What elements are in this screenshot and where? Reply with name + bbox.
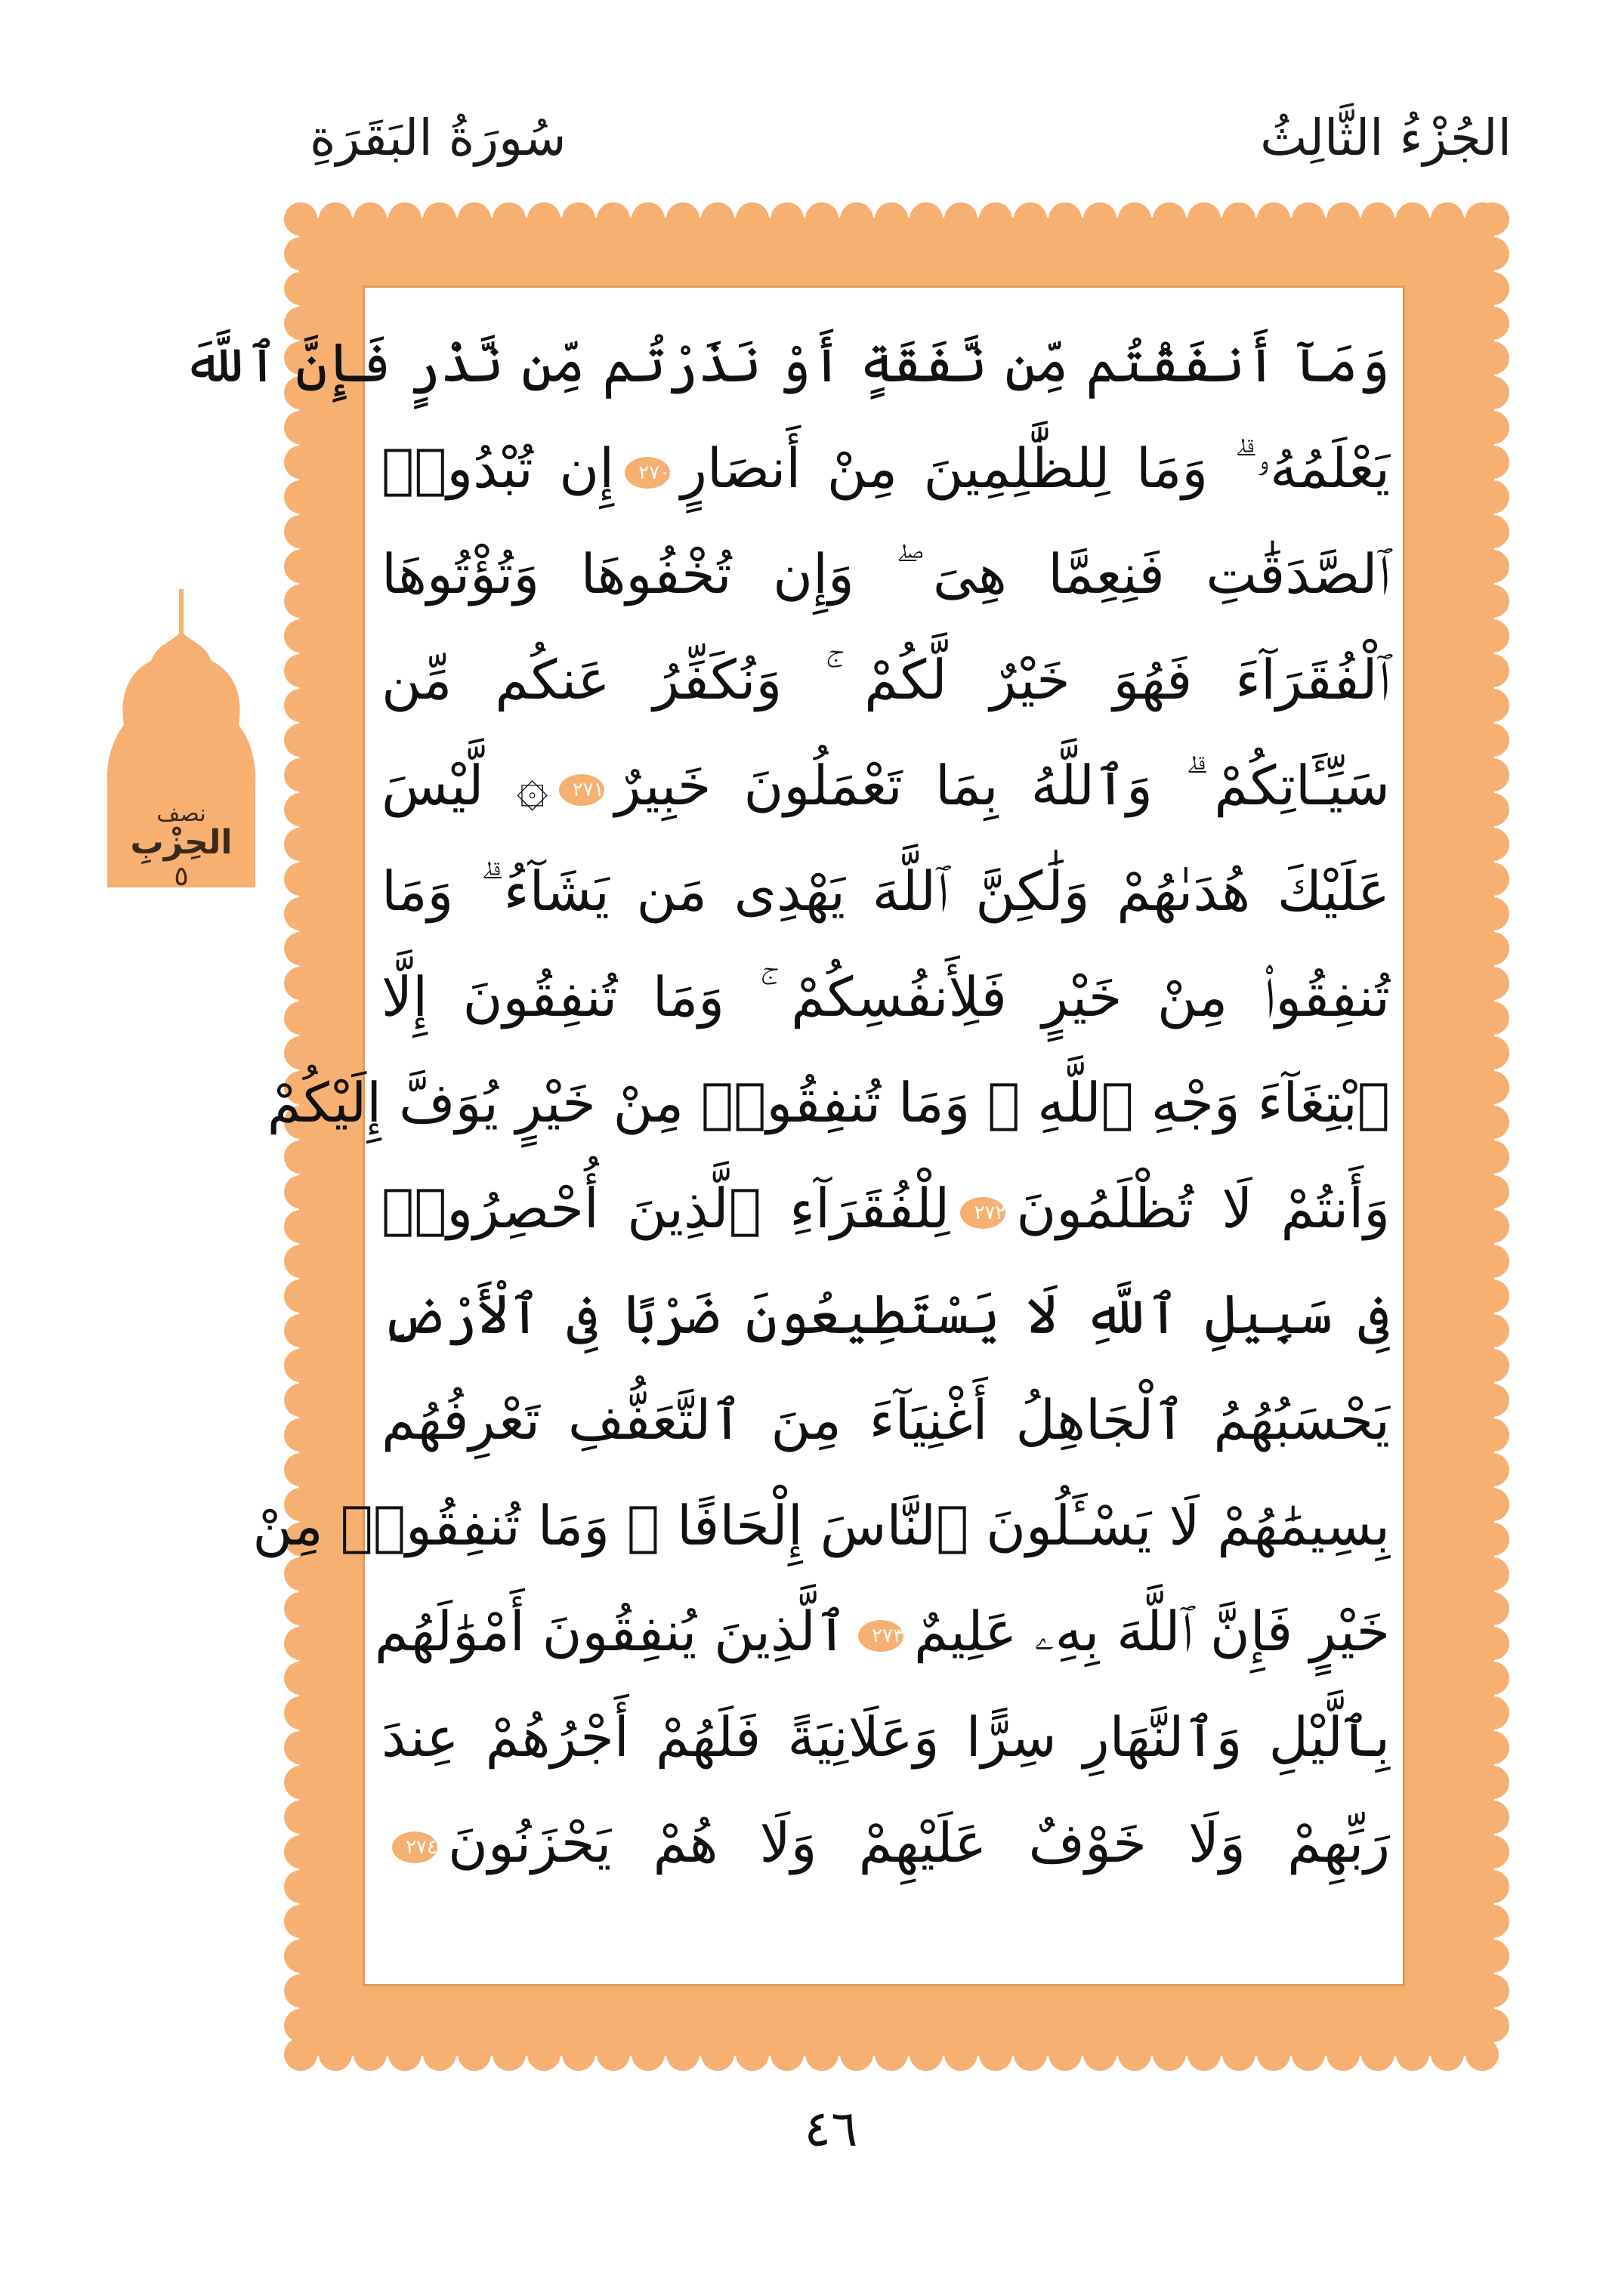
frame-scallop <box>1014 202 1047 236</box>
verse-text: وَمَآ أَنفَقْتُم مِّن نَّفَقَةٍ أَوْ نَذَرْتُم مِّن نَّذْرٍ فَإِنَّ ٱللَّهَ <box>182 331 1390 394</box>
verse-line <box>381 419 1390 517</box>
frame-scallop <box>423 2038 456 2071</box>
frame-scallop <box>944 202 977 236</box>
frame-scallop <box>527 202 561 236</box>
frame-scallop <box>284 1905 317 1938</box>
frame-scallop <box>284 1592 317 1625</box>
frame-scallop <box>319 2038 352 2071</box>
frame-scallop <box>666 202 700 236</box>
frame-scallop <box>284 1384 317 1417</box>
frame-scallop <box>840 202 873 236</box>
frame-scallop <box>284 863 317 896</box>
frame-scallop <box>1476 585 1509 618</box>
frame-scallop <box>284 1210 317 1243</box>
frame-scallop <box>1476 237 1509 270</box>
frame-scallop <box>284 1175 317 1208</box>
frame-scallop <box>1476 376 1509 409</box>
frame-scallop <box>284 1001 317 1035</box>
frame-scallop <box>1188 2038 1221 2071</box>
frame-scallop <box>1476 411 1509 444</box>
verse-line <box>381 1265 1390 1363</box>
frame-scallop <box>1476 1036 1509 1069</box>
frame-scallop <box>284 2009 317 2042</box>
frame-scallop <box>910 202 943 236</box>
frame-scallop <box>284 2038 317 2071</box>
frame-scallop <box>284 1801 317 1834</box>
frame-scallop <box>1476 1731 1509 1764</box>
frame-scallop <box>1476 202 1509 236</box>
frame-scallop <box>1188 202 1221 236</box>
verse-line <box>381 525 1390 623</box>
frame-scallop <box>284 202 317 236</box>
frame-scallop <box>1476 1001 1509 1035</box>
frame-scallop <box>458 202 491 236</box>
ayah-number-marker: ٢٧٢ <box>960 1197 1005 1229</box>
frame-scallop <box>1476 654 1509 687</box>
page-number: ٤٦ <box>804 2100 858 2158</box>
frame-scallop <box>1476 1488 1509 1521</box>
frame-scallop <box>736 2038 769 2071</box>
frame-scallop <box>1257 2038 1290 2071</box>
verse-text: بِسِيمَٰهُمْ لَا يَسْـَٔلُونَ ٱلنَّاسَ إِلْحَافًا ۗ وَمَا تُنفِقُوا۟ مِنْ <box>252 1494 1390 1557</box>
ayah-number-marker: ٢٧٣ <box>858 1620 903 1652</box>
frame-scallop <box>1476 1071 1509 1104</box>
frame-scallop <box>284 1940 317 1973</box>
surah-title: سُورَةُ البَقَرَةِ <box>310 109 567 167</box>
frame-scallop <box>805 202 839 236</box>
frame-scallop <box>493 202 526 236</box>
frame-scallop <box>1476 689 1509 722</box>
frame-scallop <box>284 1418 317 1452</box>
frame-scallop <box>284 411 317 444</box>
frame-scallop <box>1476 897 1509 930</box>
verse-text: يَحْسَبُهُمُ ٱلْجَاهِلُ أَغْنِيَآءَ مِنَ ٱلتَّعَفُّفِ تَعْرِفُهُم <box>381 1388 1390 1452</box>
frame-scallop <box>1476 758 1509 792</box>
verse-line <box>381 1159 1390 1258</box>
frame-scallop <box>1476 1696 1509 1730</box>
frame-scallop <box>666 2038 700 2071</box>
frame-scallop <box>284 1662 317 1695</box>
frame-scallop <box>284 446 317 479</box>
frame-scallop <box>1476 1453 1509 1486</box>
frame-scallop <box>1014 2038 1047 2071</box>
frame-scallop <box>284 585 317 618</box>
frame-scallop <box>1476 2009 1509 2042</box>
frame-scallop <box>1257 202 1290 236</box>
frame-scallop <box>1476 1245 1509 1278</box>
verse-text: فِى سَبِيلِ ٱللَّهِ لَا يَسْتَطِيعُونَ ضَرْبًا فِى ٱلْأَرْضِ <box>381 1282 1390 1346</box>
frame-scallop <box>354 202 387 236</box>
frame-scallop <box>1476 1210 1509 1243</box>
frame-scallop <box>1083 202 1116 236</box>
frame-scallop <box>1118 2038 1151 2071</box>
frame-scallop <box>284 967 317 1000</box>
frame-scallop <box>284 758 317 792</box>
ayah-number-marker: ٢٧٠ <box>625 457 670 489</box>
frame-scallop <box>736 202 769 236</box>
ayah-number-marker: ٢٧١ <box>559 774 604 806</box>
verse-line <box>267 1054 1390 1152</box>
frame-scallop <box>284 1314 317 1347</box>
hizb-label-top: نصف <box>156 801 206 827</box>
frame-scallop <box>354 2038 387 2071</box>
frame-scallop <box>1476 1905 1509 1938</box>
verse-text: بِٱلَّيْلِ وَٱلنَّهَارِ سِرًّا وَعَلَانِيَةً فَلَهُمْ أَجْرُهُمْ عِندَ <box>381 1705 1390 1769</box>
frame-scallop <box>1476 967 1509 1000</box>
frame-scallop <box>284 724 317 757</box>
frame-scallop <box>284 1279 317 1313</box>
frame-scallop <box>944 2038 977 2071</box>
frame-scallop <box>527 2038 561 2071</box>
verse-line <box>381 1371 1390 1469</box>
frame-scallop <box>1476 1870 1509 1903</box>
frame-scallop <box>1476 1592 1509 1625</box>
frame-scallop <box>1476 1835 1509 1869</box>
verse-line <box>381 1794 1390 1892</box>
verse-line <box>252 1477 1390 1575</box>
verse-text-continued: إِن تُبْدُوا۟ <box>381 437 615 500</box>
frame-scallop <box>1476 1974 1509 2007</box>
frame-scallop <box>771 2038 804 2071</box>
verse-text: خَيْرٍ فَإِنَّ ٱللَّهَ بِهِۦ عَلِيمٌ <box>913 1600 1390 1663</box>
verse-line <box>182 313 1390 412</box>
frame-scallop <box>1431 202 1464 236</box>
frame-scallop <box>493 2038 526 2071</box>
frame-scallop <box>1361 202 1394 236</box>
verse-text-continued: ٱلَّذِينَ يُنفِقُونَ أَمْوَٰلَهُم <box>374 1600 848 1663</box>
frame-scallop <box>284 1245 317 1278</box>
frame-scallop <box>1476 1279 1509 1313</box>
frame-scallop <box>284 619 317 653</box>
frame-scallop <box>1476 619 1509 653</box>
verse-text-continued: ۞ لَّيْسَ <box>381 754 548 817</box>
frame-scallop <box>284 1835 317 1869</box>
verse-line <box>381 842 1390 940</box>
verse-text: تُنفِقُوا۟ مِنْ خَيْرٍ فَلِأَنفُسِكُمْ ۚ وَمَا تُنفِقُونَ إِلَّا <box>381 965 1390 1029</box>
frame-scallop <box>1292 2038 1325 2071</box>
frame-scallop <box>1476 1175 1509 1208</box>
frame-scallop <box>1396 202 1429 236</box>
frame-scallop <box>1476 1106 1509 1139</box>
frame-scallop <box>875 2038 908 2071</box>
frame-scallop <box>632 202 665 236</box>
frame-scallop <box>458 2038 491 2071</box>
verse-line <box>381 1688 1390 1786</box>
verse-text: ٱبْتِغَآءَ وَجْهِ ٱللَّهِ ۚ وَمَا تُنفِقُوا۟ مِنْ خَيْرٍ يُوَفَّ إِلَيْكُمْ <box>267 1071 1390 1134</box>
frame-scallop <box>423 202 456 236</box>
frame-scallop <box>1118 202 1151 236</box>
frame-scallop <box>1476 1314 1509 1347</box>
frame-scallop <box>771 202 804 236</box>
frame-scallop <box>284 1627 317 1660</box>
juz-title: الجُزْءُ الثَّالِثُ <box>1260 109 1512 167</box>
frame-scallop <box>1476 1523 1509 1556</box>
frame-scallop <box>1292 202 1325 236</box>
verse-text: رَبِّهِمْ وَلَا خَوْفٌ عَلَيْهِمْ وَلَا هُمْ يَحْزَنُونَ <box>448 1811 1390 1875</box>
frame-scallop <box>1049 2038 1082 2071</box>
frame-scallop <box>388 202 422 236</box>
frame-scallop <box>1222 2038 1255 2071</box>
verse-text: ٱلصَّدَقَٰتِ فَنِعِمَّا هِىَ ۖ وَإِن تُخْفُوهَا وَتُؤْتُوهَا <box>381 542 1390 606</box>
frame-scallop <box>1476 515 1509 548</box>
frame-scallop <box>562 202 595 236</box>
frame-scallop <box>1222 202 1255 236</box>
frame-scallop <box>1361 2038 1394 2071</box>
frame-scallop <box>1476 724 1509 757</box>
hizb-number: ٥ <box>174 861 189 892</box>
frame-scallop <box>1476 1418 1509 1452</box>
verse-text-continued: لِلْفُقَرَآءِ ٱلَّذِينَ أُحْصِرُوا۟ <box>381 1177 950 1240</box>
frame-scallop <box>319 202 352 236</box>
frame-scallop <box>284 1974 317 2007</box>
frame-scallop <box>1476 1801 1509 1834</box>
frame-scallop <box>979 2038 1012 2071</box>
frame-scallop <box>1465 2038 1499 2071</box>
verse-line <box>381 736 1390 835</box>
frame-scallop <box>701 2038 734 2071</box>
frame-scallop <box>1476 480 1509 514</box>
frame-scallop <box>1083 2038 1116 2071</box>
frame-scallop <box>1476 1557 1509 1591</box>
frame-scallop <box>1476 307 1509 340</box>
frame-scallop <box>284 828 317 861</box>
frame-scallop <box>562 2038 595 2071</box>
verse-line <box>374 1582 1390 1680</box>
verse-text: سَيِّـَٔاتِكُمْ ۗ وَٱللَّهُ بِمَا تَعْمَلُونَ خَبِيرٌ <box>614 754 1391 817</box>
frame-scallop <box>284 1731 317 1764</box>
frame-scallop <box>875 202 908 236</box>
frame-scallop <box>388 2038 422 2071</box>
verse-line <box>381 948 1390 1046</box>
frame-scallop <box>1476 1662 1509 1695</box>
frame-scallop <box>597 202 630 236</box>
verse-line <box>381 631 1390 729</box>
frame-scallop <box>1476 932 1509 965</box>
frame-scallop <box>910 2038 943 2071</box>
frame-scallop <box>979 202 1012 236</box>
verse-text: عَلَيْكَ هُدَىٰهُمْ وَلَٰكِنَّ ٱللَّهَ يَهْدِى مَن يَشَآءُ ۗ وَمَا <box>381 859 1390 923</box>
frame-scallop <box>1431 2038 1464 2071</box>
verse-text: ٱلْفُقَرَآءَ فَهُوَ خَيْرٌ لَّكُمْ ۚ وَنُكَفِّرُ عَنكُم مِّن <box>381 648 1390 711</box>
frame-scallop <box>597 2038 630 2071</box>
frame-scallop <box>840 2038 873 2071</box>
frame-scallop <box>284 1870 317 1903</box>
ayah-number-marker: ٢٧٤ <box>392 1832 437 1863</box>
hizb-label-main: الحِزْبِ <box>130 823 233 862</box>
frame-scallop <box>1476 1627 1509 1660</box>
frame-scallop <box>1476 272 1509 305</box>
frame-scallop <box>284 689 317 722</box>
frame-scallop <box>1476 1766 1509 1799</box>
frame-scallop <box>1049 202 1082 236</box>
frame-scallop <box>284 550 317 583</box>
frame-scallop <box>1476 446 1509 479</box>
frame-scallop <box>1476 863 1509 896</box>
frame-scallop <box>1476 341 1509 375</box>
frame-scallop <box>1153 2038 1186 2071</box>
frame-scallop <box>1326 202 1360 236</box>
frame-scallop <box>632 2038 665 2071</box>
frame-scallop <box>1153 202 1186 236</box>
frame-scallop <box>284 515 317 548</box>
frame-scallop <box>1476 1940 1509 1973</box>
frame-scallop <box>1476 550 1509 583</box>
verse-text: يَعْلَمُهُۥ ۗ وَمَا لِلظَّٰلِمِينَ مِنْ أَنصَارٍ <box>681 437 1390 500</box>
frame-scallop <box>284 272 317 305</box>
frame-scallop <box>1396 2038 1429 2071</box>
frame-scallop <box>284 237 317 270</box>
frame-scallop <box>284 897 317 930</box>
frame-scallop <box>1476 1384 1509 1417</box>
frame-scallop <box>1476 793 1509 826</box>
frame-scallop <box>284 1696 317 1730</box>
verse-text: وَأَنتُمْ لَا تُظْلَمُونَ <box>1016 1177 1390 1240</box>
frame-scallop <box>284 1766 317 1799</box>
frame-scallop <box>1476 828 1509 861</box>
frame-scallop <box>284 654 317 687</box>
frame-scallop <box>701 202 734 236</box>
frame-scallop <box>1476 1349 1509 1382</box>
frame-scallop <box>805 2038 839 2071</box>
frame-scallop <box>1326 2038 1360 2071</box>
frame-scallop <box>284 932 317 965</box>
frame-scallop <box>284 793 317 826</box>
frame-scallop <box>284 480 317 514</box>
frame-scallop <box>284 1349 317 1382</box>
frame-scallop <box>1476 1140 1509 1174</box>
